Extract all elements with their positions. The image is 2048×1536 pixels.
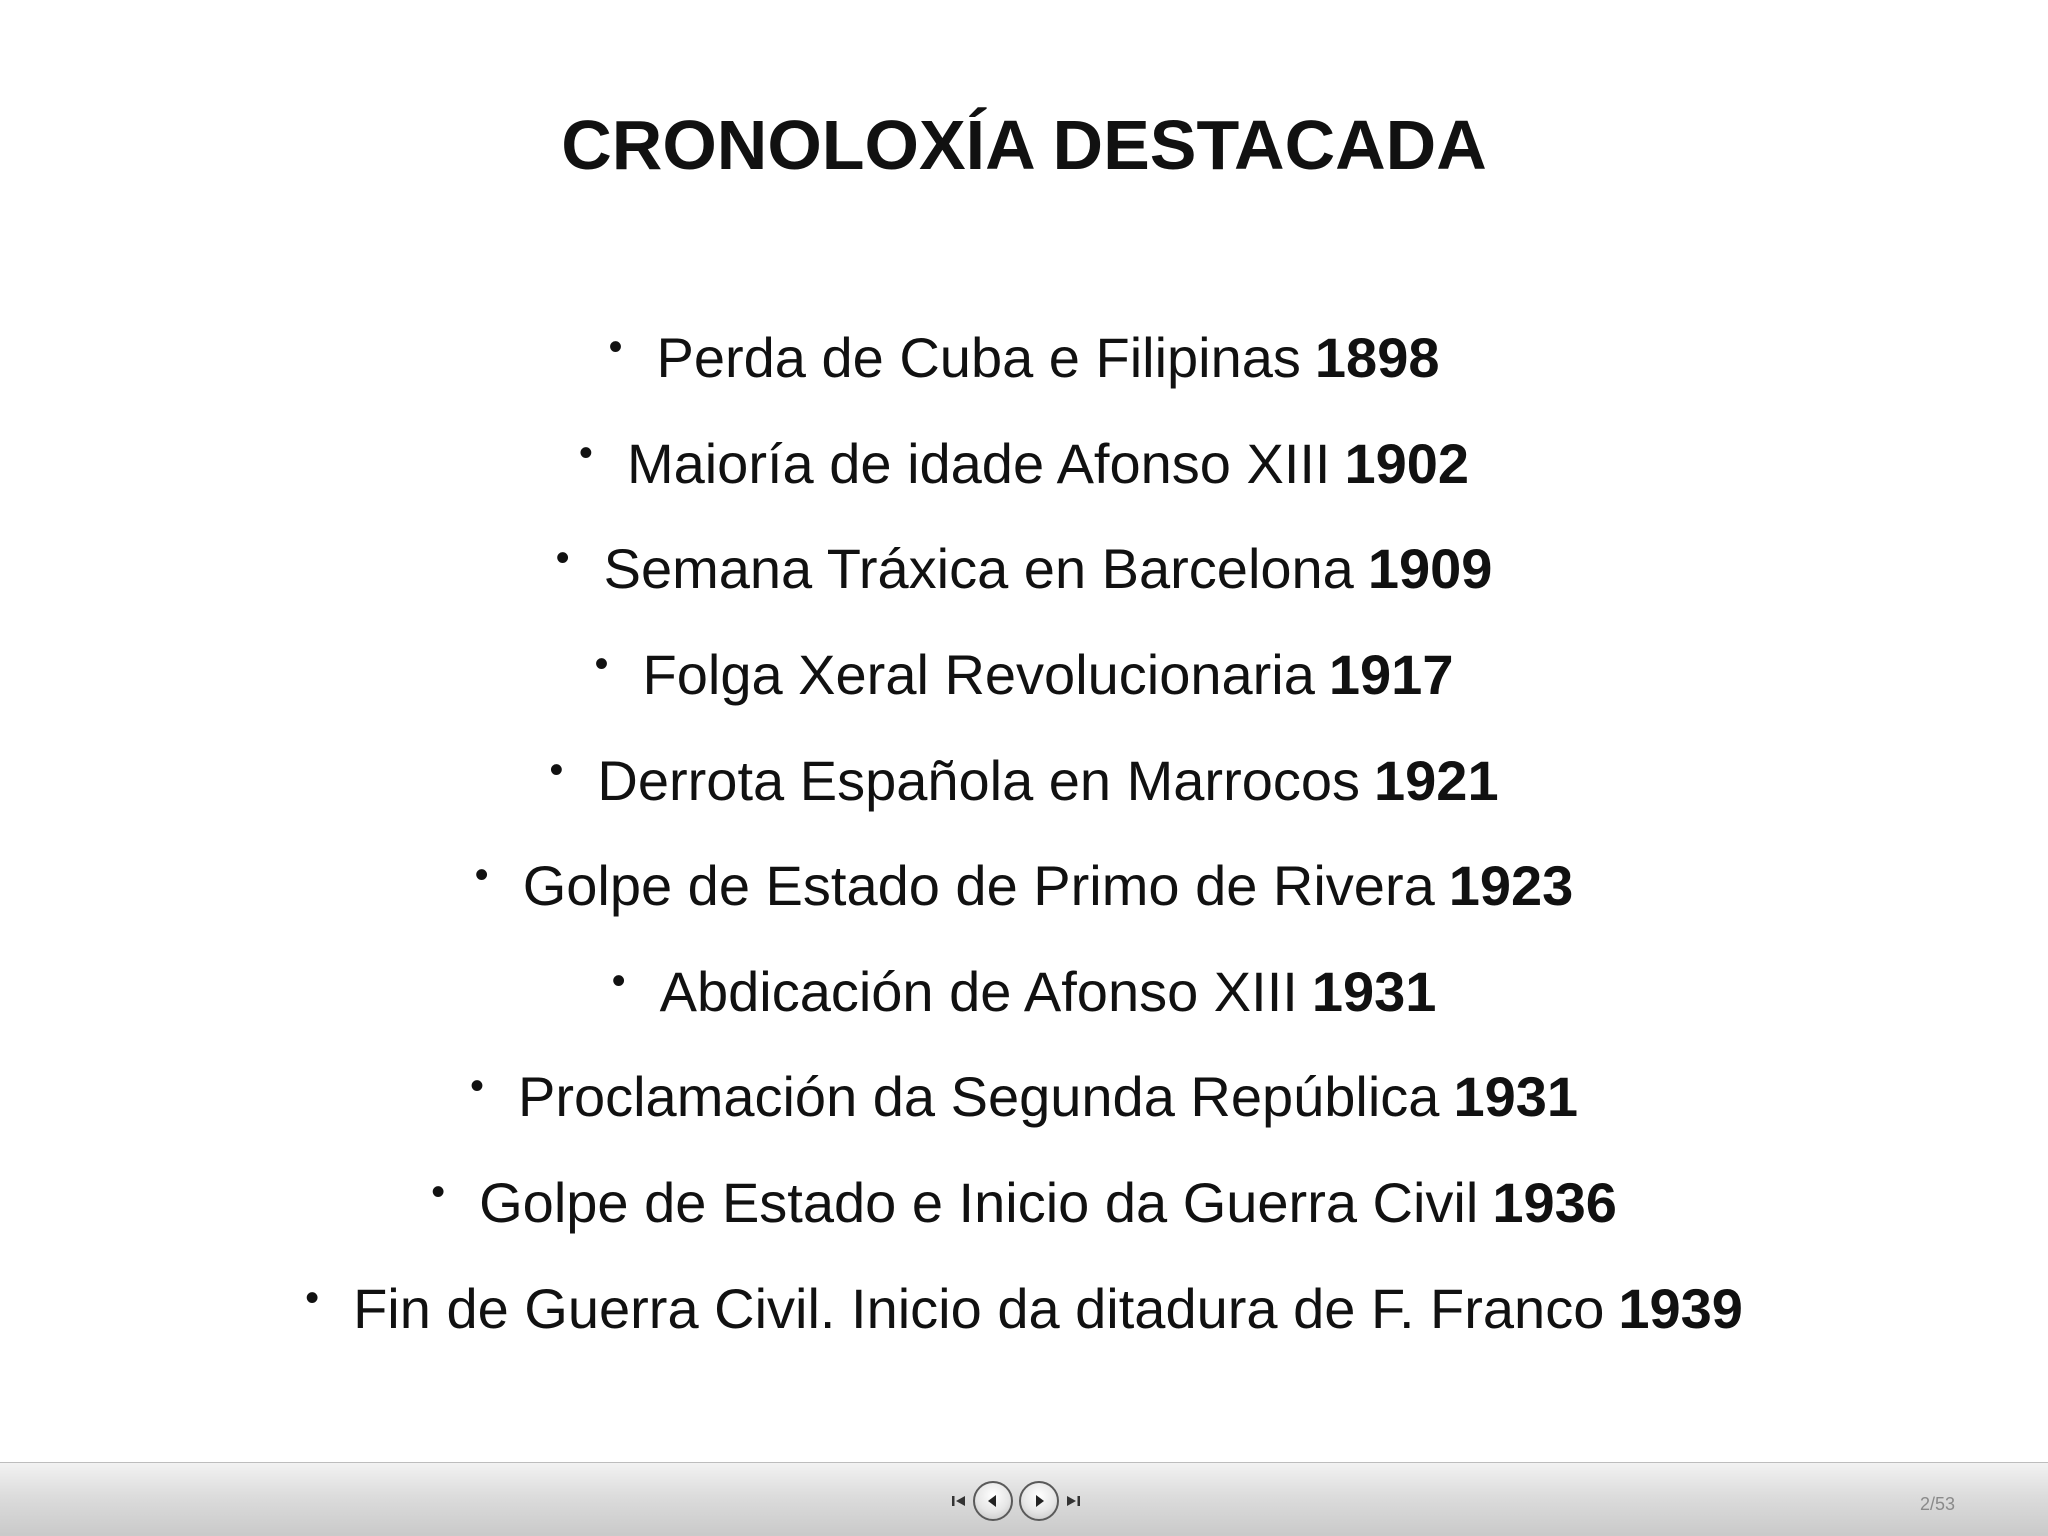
previous-slide-button[interactable] xyxy=(973,1481,1013,1521)
bullet-icon: • xyxy=(555,536,570,581)
event-text: Maioría de idade Afonso XIII xyxy=(626,431,1331,495)
bullet-icon: • xyxy=(578,430,593,475)
event-text: Golpe de Estado de Primo de Rivera xyxy=(522,854,1435,918)
last-slide-button[interactable] xyxy=(1062,1490,1084,1512)
bullet-icon: • xyxy=(474,853,489,898)
event-year: 1909 xyxy=(1367,537,1493,601)
bullet-icon: • xyxy=(611,958,626,1003)
event-year: 1939 xyxy=(1618,1276,1743,1340)
slide-counter: 2/53 xyxy=(1920,1494,1956,1514)
event-year: 1898 xyxy=(1314,326,1440,390)
event-text: Fin de Guerra Civil. Inicio da ditadura de F. Franco xyxy=(353,1276,1605,1340)
event-text: Folga Xeral Revolucionaria xyxy=(642,643,1315,707)
list-item xyxy=(0,411,2048,517)
slide-title: CRONOLOXÍA DESTACADA xyxy=(561,106,1487,184)
event-text: Golpe de Estado e Inicio da Guerra Civil xyxy=(479,1171,1479,1235)
bullet-icon: • xyxy=(305,1275,320,1320)
skip-to-last-icon xyxy=(1065,1494,1081,1508)
bullet-icon: • xyxy=(594,642,609,687)
next-slide-button[interactable] xyxy=(1019,1481,1059,1521)
list-item xyxy=(0,305,2048,411)
list-item xyxy=(0,516,2048,622)
event-year: 1923 xyxy=(1448,854,1574,918)
list-item xyxy=(0,1150,2048,1256)
event-year: 1936 xyxy=(1492,1171,1617,1235)
timeline-list xyxy=(0,305,2048,1361)
event-year: 1931 xyxy=(1311,959,1437,1023)
list-item xyxy=(0,1255,2048,1361)
bullet-icon: • xyxy=(549,747,564,792)
event-text: Abdicación de Afonso XIII xyxy=(659,959,1298,1023)
bullet-icon: • xyxy=(431,1170,446,1215)
event-text: Proclamación da Segunda República xyxy=(517,1065,1440,1129)
list-item xyxy=(0,727,2048,833)
list-item xyxy=(0,1044,2048,1150)
first-slide-button[interactable] xyxy=(948,1490,970,1512)
event-text: Perda de Cuba e Filipinas xyxy=(656,326,1301,390)
event-year: 1902 xyxy=(1344,431,1470,495)
next-slide-icon xyxy=(1030,1492,1048,1510)
list-item xyxy=(0,622,2048,728)
event-year: 1917 xyxy=(1328,643,1454,707)
bullet-icon: • xyxy=(469,1064,484,1109)
event-text: Semana Tráxica en Barcelona xyxy=(603,537,1354,601)
bullet-icon: • xyxy=(608,325,623,370)
list-item xyxy=(0,833,2048,939)
previous-slide-icon xyxy=(984,1492,1002,1510)
event-year: 1931 xyxy=(1453,1065,1579,1129)
skip-to-first-icon xyxy=(951,1494,967,1508)
slide-navigation xyxy=(948,1477,1098,1525)
event-text: Derrota Española en Marrocos xyxy=(597,748,1361,812)
event-year: 1921 xyxy=(1374,748,1499,812)
list-item xyxy=(0,939,2048,1045)
slideshow-control-bar xyxy=(0,1462,2048,1536)
